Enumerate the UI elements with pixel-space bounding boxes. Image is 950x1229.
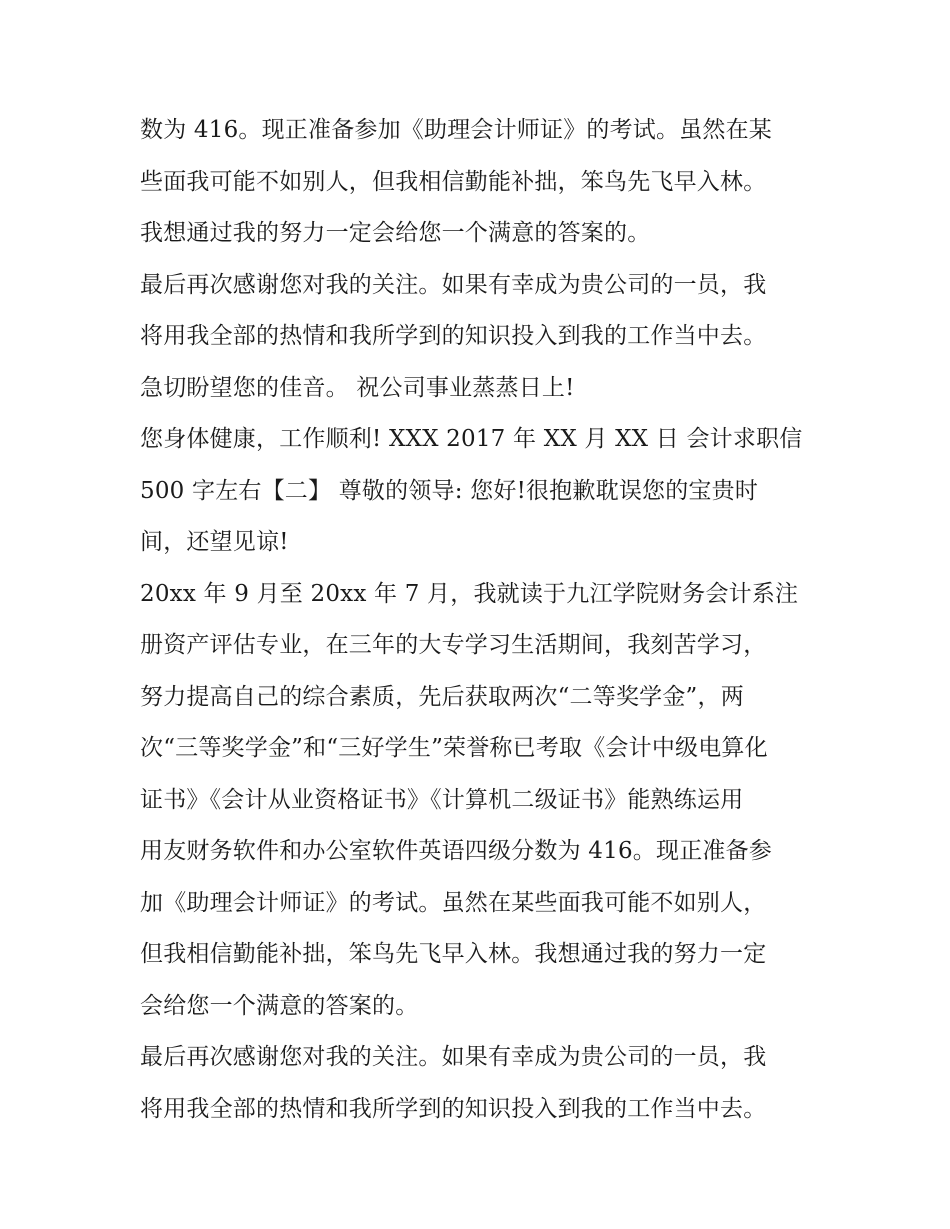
text-line-14: 证书》《会计从业资格证书》《计算机二级证书》能熟练运用 — [140, 786, 744, 813]
text-line-11: 册资产评估专业，在三年的大专学习生活期间，我刻苦学习， — [140, 632, 767, 658]
text-line-17: 但我相信勤能补拙，笨鸟先飞早入林。我想通过我的努力一定 — [140, 941, 767, 967]
text-line-5: 将用我全部的热情和我所学到的知识投入到我的工作当中去。 — [140, 323, 767, 349]
text-line-9: 间，还望见谅! — [140, 529, 289, 555]
text-line-3: 我想通过我的努力一定会给您一个满意的答案的。 — [140, 220, 651, 246]
text-line-18: 会给您一个满意的答案的。 — [140, 992, 419, 1019]
text-line-15: 用友财务软件和办公室软件英语四级分数为 416。现正准备参 — [140, 838, 773, 864]
text-line-7: 您身体健康，工作顺利! XXX 2017 年 XX 月 XX 日 会计求职信 — [140, 426, 803, 452]
text-line-10: 20xx 年 9 月至 20xx 年 7 月，我就读于九江学院财务会计系注 — [140, 580, 799, 607]
text-line-4: 最后再次感谢您对我的关注。如果有幸成为贵公司的一员，我 — [140, 271, 767, 298]
text-line-16: 加《助理会计师证》的考试。虽然在某些面我可能不如别人， — [140, 889, 767, 916]
text-line-1: 数为 416。现正准备参加《助理会计师证》的考试。虽然在某 — [140, 117, 773, 143]
body-text — [140, 105, 820, 1135]
text-line-12: 努力提高自己的综合素质，先后获取两次“二等奖学金”，两 — [140, 683, 744, 710]
text-line-8: 500 字左右【二】 尊敬的领导: 您好!很抱歉耽误您的宝贵时 — [140, 477, 759, 504]
text-line-6: 急切盼望您的佳音。 祝公司事业蒸蒸日上! — [140, 374, 575, 401]
text-line-13: 次“三等奖学金”和“三好学生”荣誉称已考取《会计中级电算化 — [140, 735, 768, 761]
text-line-2: 些面我可能不如别人，但我相信勤能补拙，笨鸟先飞早入林。 — [140, 168, 767, 195]
text-line-20: 将用我全部的热情和我所学到的知识投入到我的工作当中去。 — [140, 1095, 767, 1122]
text-line-19: 最后再次感谢您对我的关注。如果有幸成为贵公司的一员，我 — [140, 1044, 767, 1070]
